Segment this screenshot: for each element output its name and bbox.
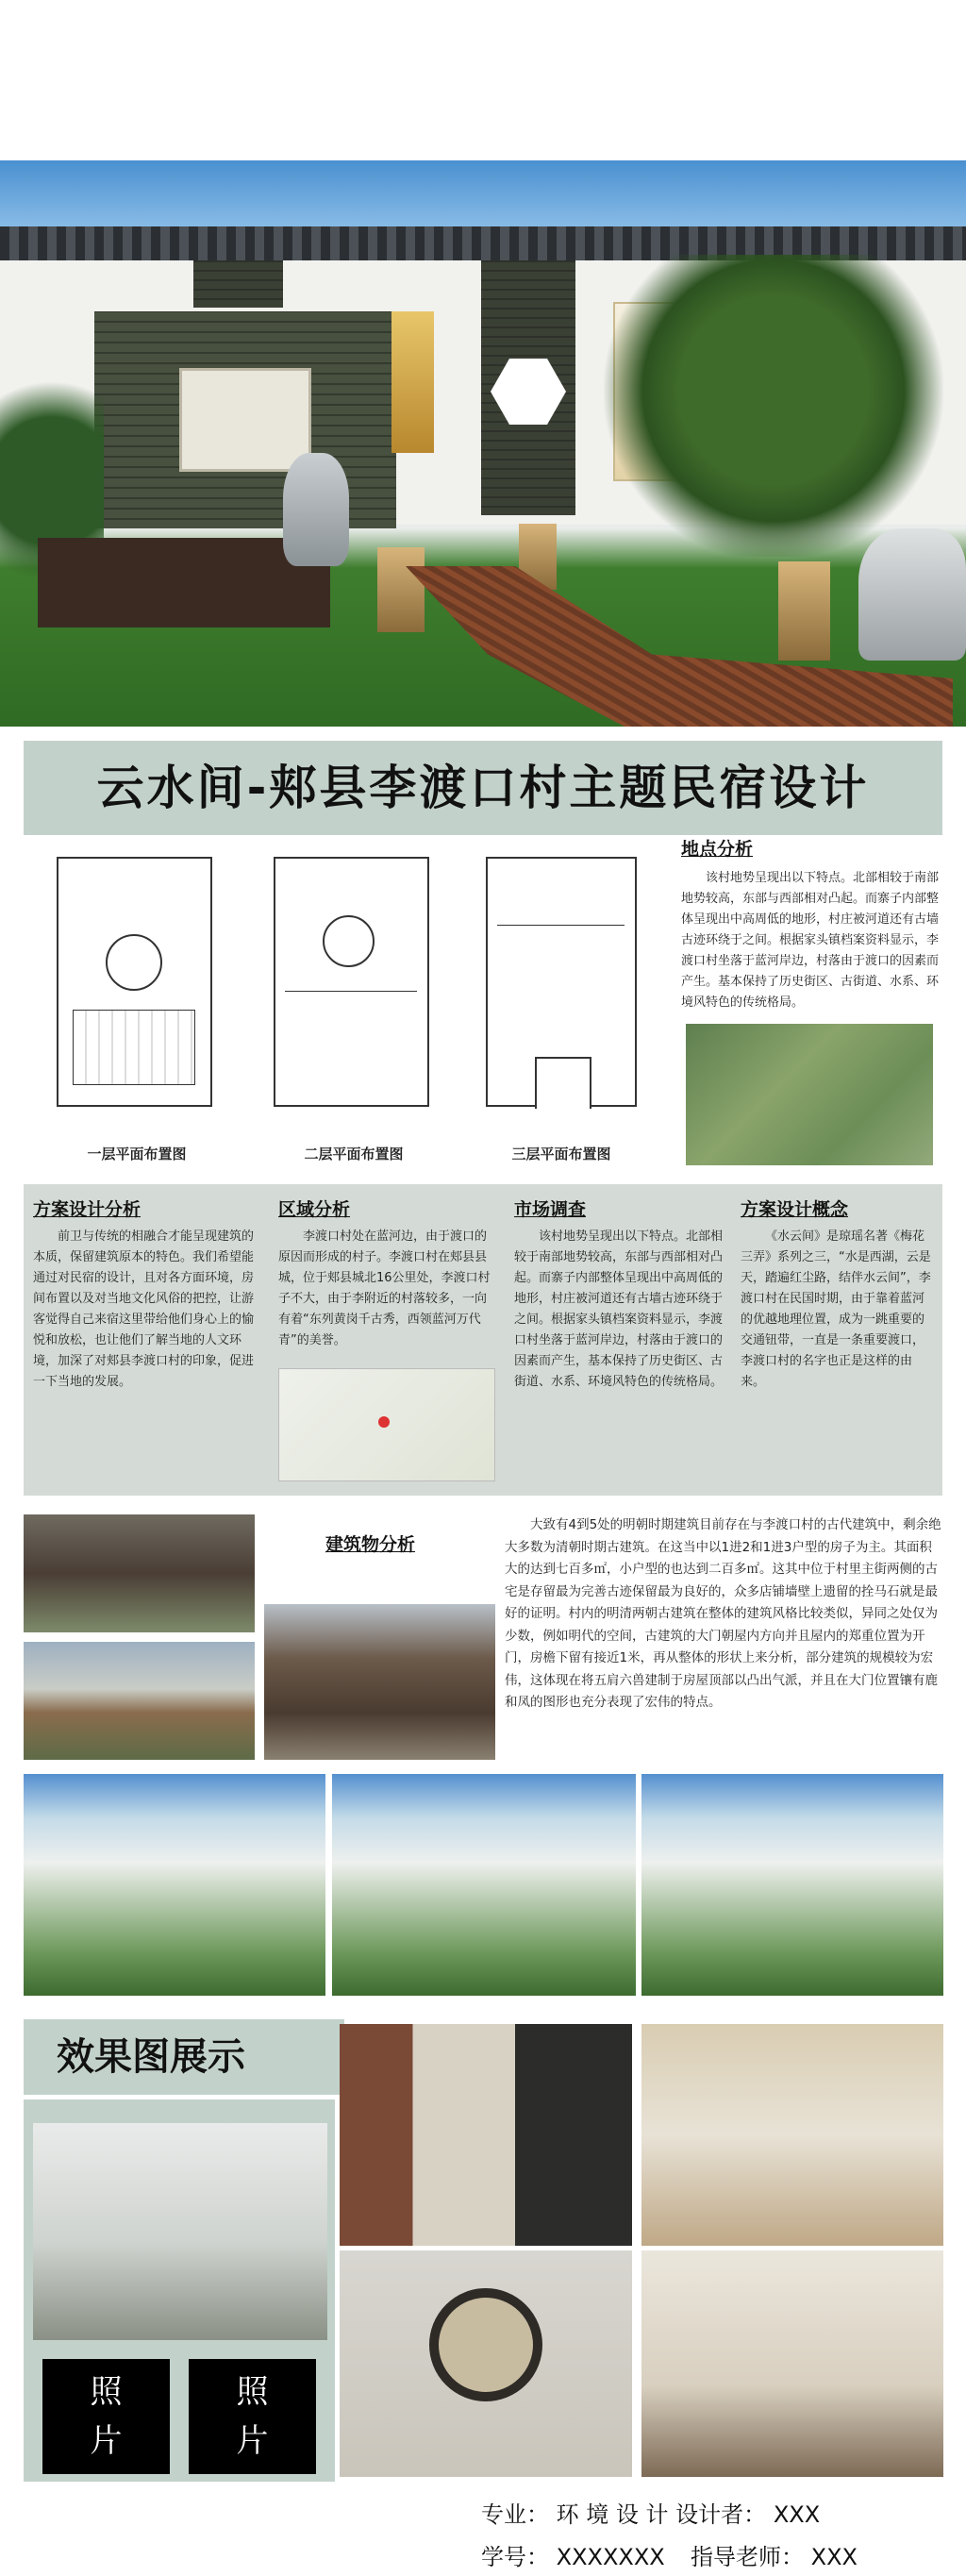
render-1	[24, 1774, 325, 1996]
major-label: 专业：	[481, 2501, 549, 2528]
interior-render-moon-gate	[340, 2250, 632, 2477]
designer-value: XXX	[773, 2501, 821, 2528]
render-3	[641, 1774, 943, 1996]
plan-caption-1: 一层平面布置图	[87, 1146, 187, 1163]
render-2	[332, 1774, 636, 1996]
building-analysis-text: 大致有4到5处的明朝时期建筑目前存在与李渡口村的古代建筑中，剩余绝大多数为清朝时期古建筑。在这当中以1进2和1进3户型的房子为主。其面积大的达到七百多㎡，小户型的也达到二百多㎡。这其中位于村里主街两侧的古宅是存留最为完善古迹保留最为良好的，众多店铺墙壁上遗留的拴马石就是最好的证明。村内的明清两朝古建筑在整体的建筑风格比较类似，异同之处仅为少数，例如明代的空间，古建筑的大门朝屋内方向并且屋内的郑重位置为开门，房檐下留有接近1米，再从整体的形状上来分析，部分建筑的规模较为宏伟，这体现在将五肩六兽建制于房屋顶部以凸出气派，并且在大门位置镶有鹿和凤的图形也充分表现了宏伟的特点。	[505, 1517, 941, 1710]
photo-placeholder-1	[42, 2359, 170, 2474]
rockery-stone	[858, 528, 966, 661]
site-analysis-heading: 地点分析	[681, 839, 754, 860]
photo-char-2: 片	[90, 2422, 123, 2460]
scheme-analysis-heading: 方案设计分析	[33, 1199, 142, 1220]
interior-render-bedroom	[641, 2250, 943, 2477]
interior-render-tearoom	[641, 2024, 943, 2246]
building-analysis-heading: 建筑物分析	[325, 1534, 416, 1555]
plan-caption-2: 二层平面布置图	[304, 1146, 404, 1163]
design-concept-heading: 方案设计概念	[741, 1199, 849, 1220]
advisor-value: XXX	[810, 2544, 858, 2570]
region-map-image	[278, 1368, 495, 1481]
building-photo-house	[24, 1642, 255, 1760]
photo-char-1: 照	[236, 2373, 269, 2411]
student-label: 学号：	[481, 2544, 549, 2570]
effects-heading: 效果图展示	[57, 2035, 245, 2079]
floor-plan-3	[486, 857, 637, 1107]
stone-lantern	[377, 547, 425, 632]
stone-lantern	[778, 561, 830, 661]
building-photo-gate	[24, 1514, 255, 1632]
advisor-label: 指导老师：	[691, 2544, 805, 2570]
region-analysis-text: 李渡口村处在蓝河边，由于渡口的原因而形成的村子。李渡口村在郏县县城，位于郏县城北16公里处，李渡口村子不大，由于李附近的村落较多，一向有着“东列黄岗千古秀，西领蓝河万代青”的美誉。	[278, 1229, 491, 1347]
carved-window	[179, 368, 311, 472]
interior-render-lobby	[340, 2024, 632, 2246]
brick-pillar	[193, 260, 283, 308]
photo-char-1: 照	[90, 2373, 123, 2411]
tree	[604, 255, 943, 557]
building-photo-hall	[264, 1604, 495, 1760]
photo-placeholder-2	[189, 2359, 316, 2474]
designer-label: 设计者：	[675, 2501, 767, 2528]
floor-plan-1	[57, 857, 212, 1107]
design-concept-text: 《水云间》是琼瑶名著《梅花三弄》系列之三，“水是西湖，云是天，踏遍红尘路，结伴水云间”，李渡口村在民国时期，由于靠着蓝河的优越地理位置，成为一跳重要的交通钮带，一直是一条重要渡口，李渡口村的名字也正是这样的由来。	[741, 1229, 931, 1389]
rockery-stone	[283, 453, 349, 566]
market-research-text: 该村地势呈现出以下特点。北部相较于南部地势较高，东部与西部相对凸起。而寨子内部整体呈现出中高周低的地形，村庄被河道还有古墙古迹环绕于之间。根据家头镇档案资料显示，李渡口村坐落于蓝河岸边，村落由于渡口的因素而产生，基本保持了历史街区、古街道、水系、环境风特色的传统格局。	[514, 1229, 724, 1389]
student-value: XXXXXXX	[556, 2544, 665, 2570]
major-value: 环 境 设 计	[556, 2501, 669, 2528]
photo-char-2: 片	[236, 2422, 269, 2460]
site-map-image	[686, 1024, 933, 1165]
floor-plan-2	[274, 857, 429, 1107]
site-analysis-text: 该村地势呈现出以下特点。北部相较于南部地势较高，东部与西部相对凸起。而寨子内部整体呈现出中高周低的地形，村庄被河道还有古墙古迹环绕于之间。根据家头镇档案资料显示，李渡口村坐落于蓝河岸边，村落由于渡口的因素而产生。基本保持了历史街区、古街道、水系、环境风特色的传统格局。	[681, 871, 940, 1010]
interior-render-screen	[33, 2123, 327, 2340]
scroll-painting	[391, 311, 434, 453]
footer-student-line	[481, 2538, 953, 2571]
plan-caption-3: 三层平面布置图	[511, 1146, 611, 1163]
region-analysis-heading: 区域分析	[278, 1199, 351, 1220]
page-title: 云水间-郏县李渡口村主题民宿设计	[96, 761, 870, 815]
title-banner	[24, 741, 942, 835]
scheme-analysis-text: 前卫与传统的相融合才能呈现建筑的本质，保留建筑原本的特色。我们希望能通过对民宿的设计，且对各方面环境，房间布置以及对当地文化风俗的把控，让游客觉得自己来宿这里带给他们身心上的愉悦和放松，也让他们了解当地的人文环境，加深了对郏县李渡口村的印象，促进一下当地的发展。	[33, 1229, 255, 1389]
market-research-heading: 市场调查	[514, 1199, 587, 1220]
footer-major-line	[481, 2496, 953, 2529]
